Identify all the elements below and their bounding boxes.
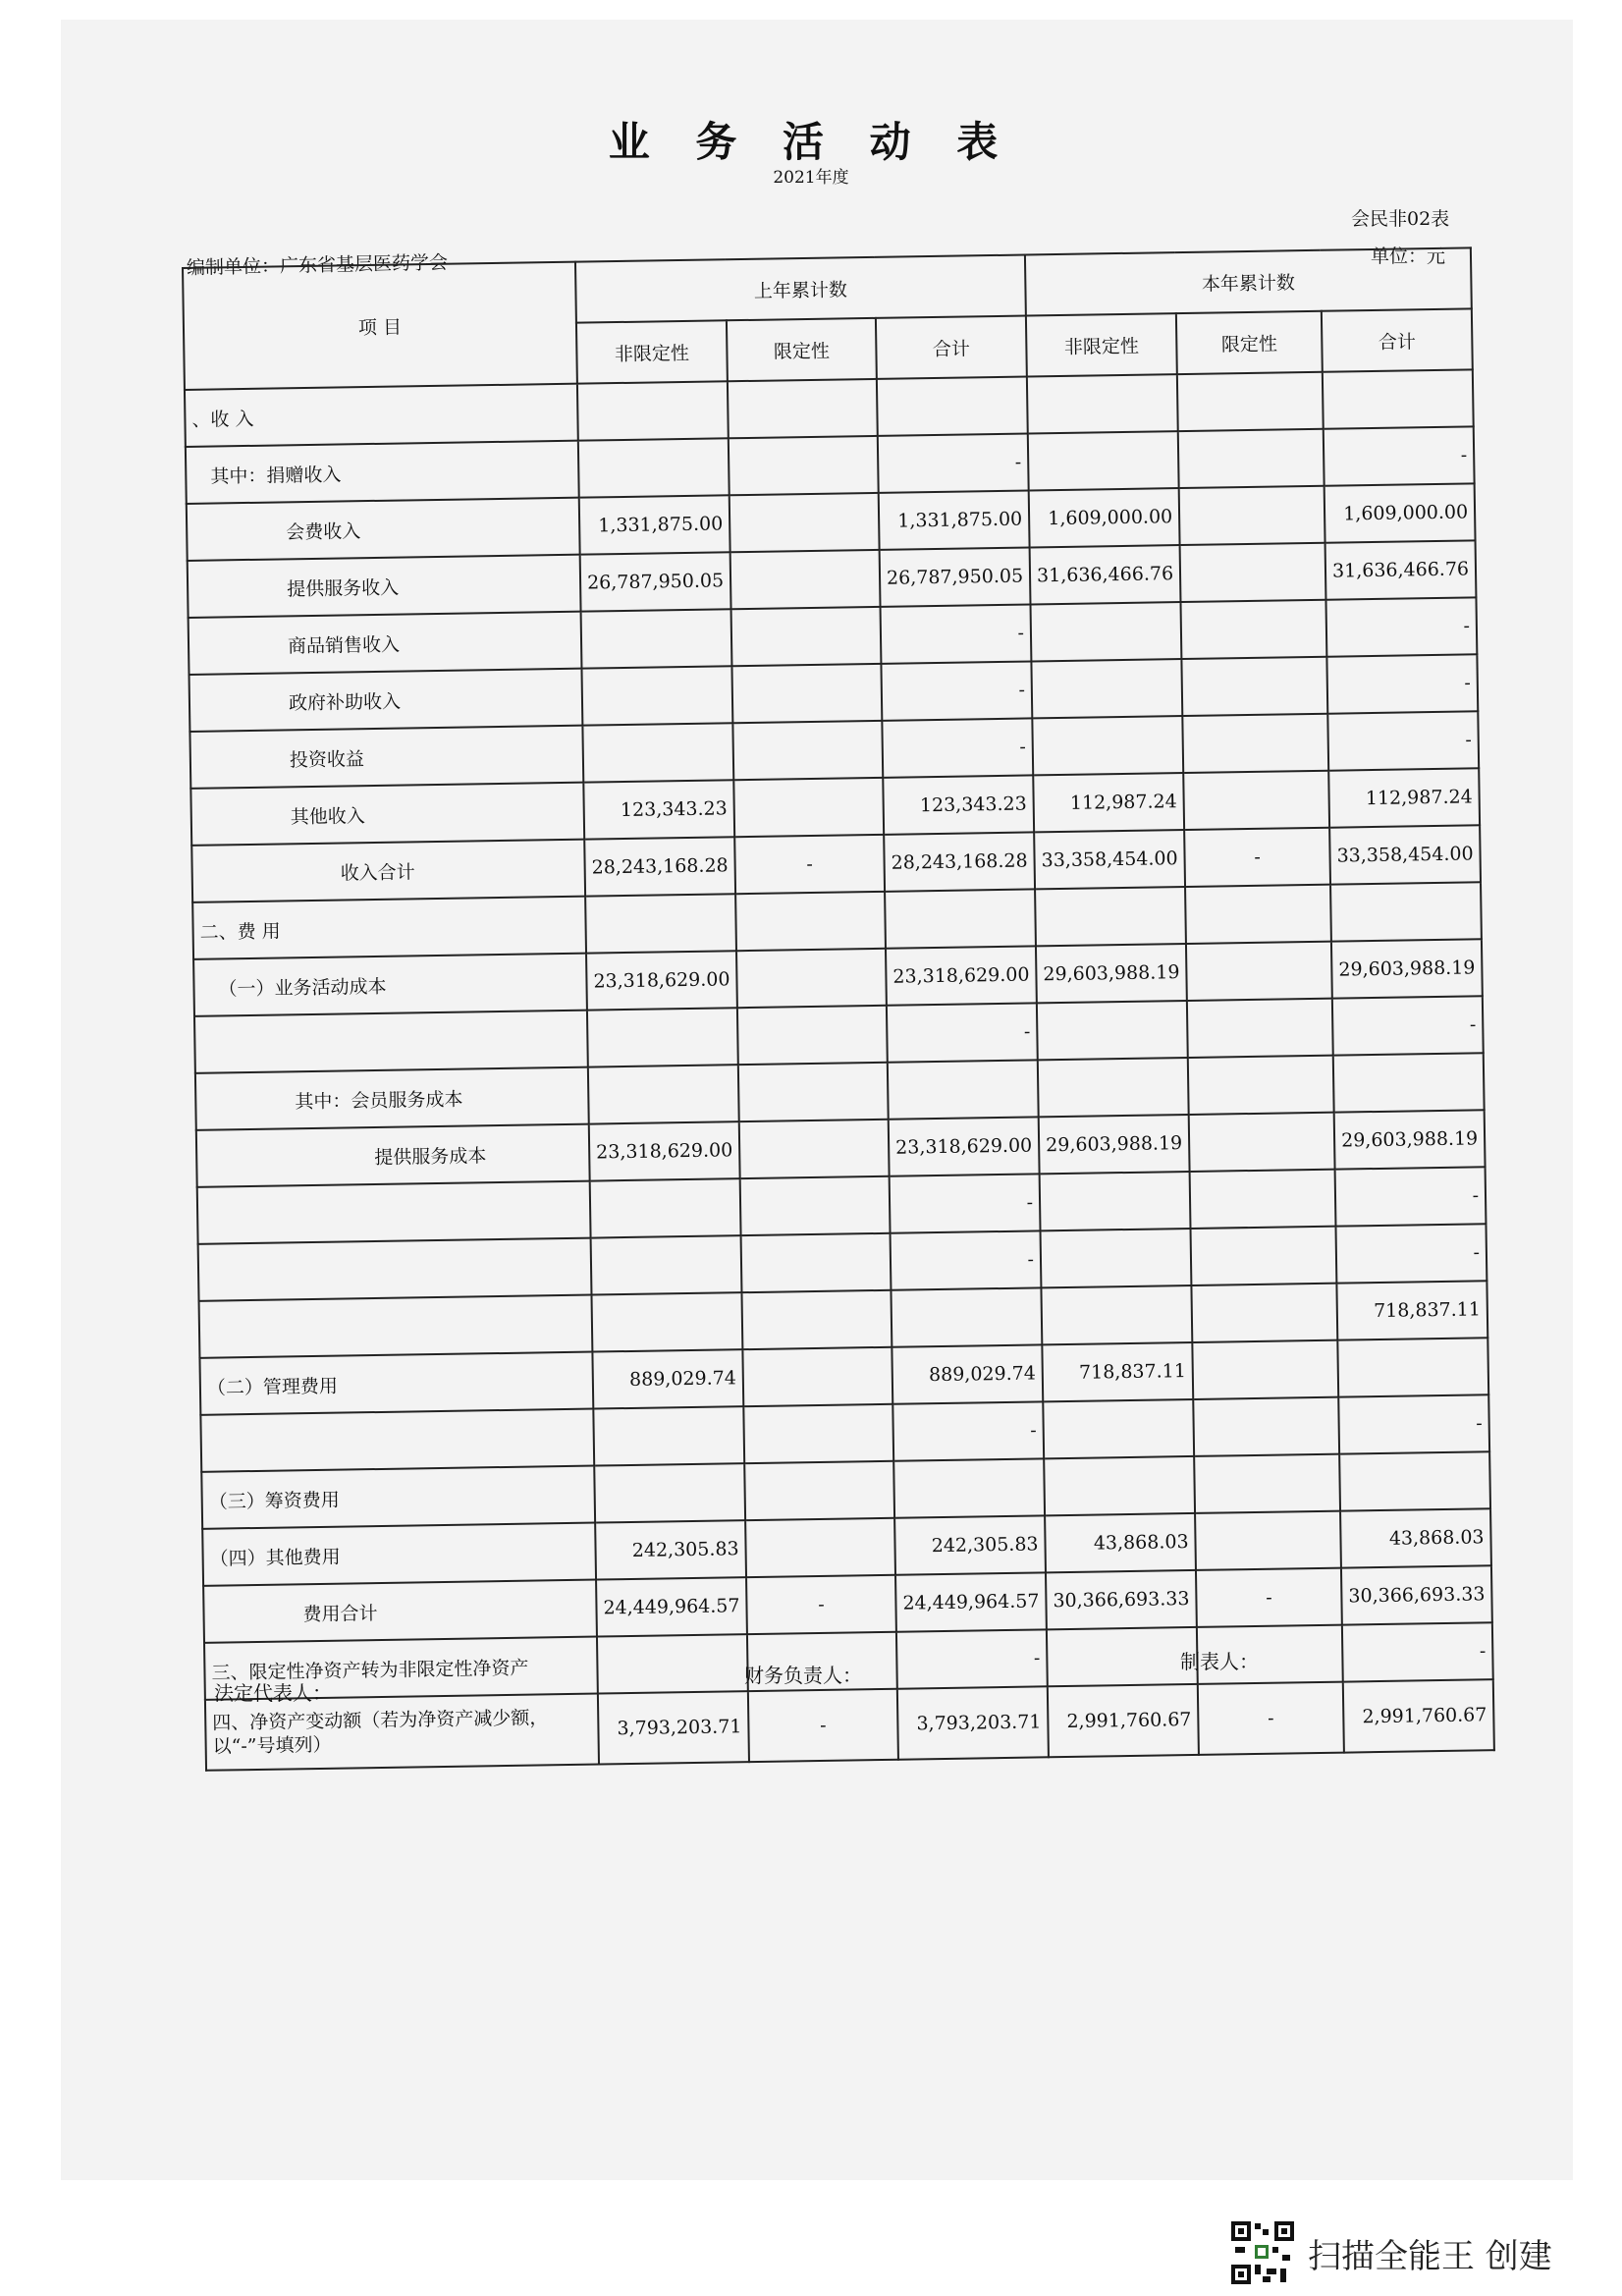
row-value [1041, 1285, 1192, 1344]
row-value [885, 889, 1036, 948]
row-value [587, 1008, 738, 1066]
row-value [591, 1292, 742, 1351]
row-value [742, 1347, 892, 1406]
row-value: 24,449,964.57 [596, 1577, 747, 1636]
row-value [741, 1233, 892, 1292]
row-value [744, 1461, 894, 1520]
row-value [1032, 716, 1183, 775]
row-value: - [1198, 1682, 1344, 1755]
row-value [582, 723, 733, 782]
row-value [1038, 1058, 1189, 1117]
row-value: - [881, 604, 1032, 663]
row-value [893, 1458, 1045, 1517]
row-value [736, 949, 887, 1008]
row-label: 二、费 用 [192, 897, 586, 959]
row-value: - [1324, 426, 1475, 485]
row-value [1179, 486, 1325, 545]
row-value: - [734, 835, 885, 894]
row-value: - [746, 1575, 896, 1634]
row-value [1028, 431, 1179, 490]
row-value: 23,318,629.00 [589, 1121, 740, 1180]
row-label: 、收 入 [185, 384, 578, 447]
row-value: 1,331,875.00 [879, 490, 1030, 549]
form-code: 会民非02表 [1351, 208, 1450, 230]
header-last-restricted: 限定性 [727, 318, 877, 381]
row-label: 其他收入 [190, 783, 584, 846]
row-value [745, 1518, 895, 1577]
header-last-year: 上年累计数 [575, 255, 1026, 323]
row-value [730, 493, 880, 552]
activity-table-wrapper [182, 246, 1495, 1771]
row-value: 2,991,760.67 [1343, 1679, 1494, 1752]
row-value: 1,609,000.00 [1325, 483, 1476, 542]
row-value: 123,343.23 [883, 775, 1034, 834]
row-value: - [1336, 1224, 1487, 1283]
row-value [732, 721, 883, 780]
row-value [730, 550, 881, 609]
row-value: 26,787,950.05 [580, 552, 731, 611]
row-label: 会费收入 [187, 498, 580, 561]
row-value [1180, 543, 1326, 602]
row-label: 三、限定性净资产转为非限定性净资产 [204, 1637, 598, 1700]
row-label [198, 1238, 592, 1301]
row-value [588, 1065, 739, 1123]
row-value [577, 381, 729, 440]
row-value [1337, 1338, 1488, 1396]
scanner-text: 扫描全能王 创建 [1308, 2236, 1552, 2276]
row-value: - [1326, 597, 1478, 656]
row-value [1194, 1454, 1340, 1513]
header-this-year: 本年累计数 [1025, 247, 1472, 315]
header-last-total: 合计 [876, 315, 1027, 378]
row-value: - [892, 1401, 1044, 1460]
row-value: 889,029.74 [892, 1344, 1043, 1403]
row-value [1183, 771, 1329, 830]
row-value: 718,837.11 [1336, 1281, 1487, 1339]
row-value: 1,331,875.00 [579, 495, 730, 554]
row-value: - [1327, 711, 1479, 770]
row-value [1191, 1227, 1337, 1285]
row-value [1181, 600, 1327, 659]
row-value [591, 1235, 742, 1294]
header-last-unrestricted: 非限定性 [576, 320, 728, 383]
row-value [1191, 1284, 1337, 1342]
row-value [581, 666, 732, 725]
row-value [729, 436, 879, 495]
report-year: 2021年度 [773, 168, 849, 188]
row-value [740, 1176, 891, 1235]
row-label: 政府补助收入 [189, 669, 583, 732]
row-value [1035, 887, 1186, 946]
row-value: 29,603,988.19 [1036, 944, 1187, 1003]
row-value [1188, 1056, 1334, 1115]
row-value: 43,868.03 [1045, 1513, 1196, 1572]
document-title: 业 务 活 动 表 [608, 118, 1014, 166]
row-value [735, 892, 886, 951]
row-value [1323, 369, 1474, 428]
row-value [578, 438, 730, 497]
row-value [1041, 1229, 1192, 1287]
row-value [594, 1463, 745, 1522]
row-value: 30,366,693.33 [1046, 1570, 1197, 1629]
row-value: - [1338, 1394, 1489, 1453]
row-value: - [891, 1230, 1042, 1289]
row-value: 123,343.23 [583, 780, 734, 839]
row-value: - [1332, 996, 1484, 1055]
row-value [597, 1634, 748, 1693]
row-value [1330, 882, 1482, 941]
row-value: 30,366,693.33 [1341, 1565, 1492, 1624]
row-value [1186, 942, 1332, 1001]
row-value: 29,603,988.19 [1331, 939, 1483, 998]
unit-label: 单位：元 [1371, 246, 1446, 267]
row-value [1339, 1451, 1490, 1510]
row-value: 3,793,203.71 [598, 1691, 749, 1764]
row-value [741, 1290, 892, 1349]
row-value: 112,987.24 [1328, 768, 1480, 827]
row-value: - [748, 1689, 898, 1762]
row-value: 33,358,454.00 [1034, 830, 1185, 889]
row-value: 31,636,466.76 [1030, 545, 1181, 604]
row-value: - [1196, 1568, 1342, 1627]
row-label: 其中：捐赠收入 [186, 441, 579, 504]
row-value [731, 607, 882, 666]
row-label: 四、净资产变动额（若为净资产减少额，以“-”号填列） [205, 1694, 599, 1771]
row-value: - [896, 1629, 1048, 1688]
row-label [199, 1295, 593, 1358]
row-label: （二）管理费用 [199, 1352, 593, 1415]
table-body [185, 369, 1494, 1770]
row-value: - [890, 1174, 1041, 1232]
row-value [1178, 429, 1325, 488]
row-value: 1,609,000.00 [1029, 488, 1180, 547]
row-value [1333, 1053, 1485, 1112]
finance-head-label: 财务负责人： [744, 1664, 862, 1687]
row-value [1185, 885, 1331, 944]
row-value: - [1326, 654, 1478, 713]
scanner-watermark [1229, 2217, 1552, 2288]
header-this-unrestricted: 非限定性 [1026, 313, 1177, 376]
row-label: （三）筹资费用 [201, 1466, 595, 1529]
row-value: 23,318,629.00 [586, 951, 737, 1010]
row-label: 提供服务收入 [188, 555, 581, 618]
row-value [1187, 999, 1333, 1058]
row-value [1044, 1456, 1195, 1515]
header-item: 项 目 [183, 262, 577, 390]
row-label [194, 1011, 588, 1073]
row-value [1043, 1399, 1194, 1458]
row-value [891, 1287, 1042, 1346]
row-value [593, 1406, 744, 1465]
header-this-total: 合计 [1322, 308, 1473, 371]
preparer-label: 制表人： [1180, 1650, 1259, 1673]
row-value [1189, 1113, 1335, 1172]
row-value [1031, 602, 1182, 661]
row-value: - [887, 1003, 1038, 1062]
row-value [738, 1063, 889, 1121]
row-value [1037, 1001, 1188, 1060]
row-value [1031, 659, 1182, 718]
row-value: 33,358,454.00 [1329, 825, 1481, 884]
row-value: 28,243,168.28 [884, 832, 1035, 891]
row-value: 26,787,950.05 [880, 547, 1031, 606]
row-value [1190, 1170, 1336, 1229]
row-label: 商品销售收入 [189, 612, 582, 675]
row-value: 29,603,988.19 [1334, 1110, 1486, 1169]
row-value: - [1184, 828, 1330, 887]
row-value: 28,243,168.28 [584, 837, 735, 896]
row-value [1193, 1397, 1339, 1456]
row-value [743, 1404, 893, 1463]
row-value: 23,318,629.00 [889, 1117, 1040, 1175]
row-value [1027, 374, 1178, 433]
row-value: - [878, 433, 1029, 492]
row-value: 43,868.03 [1340, 1508, 1491, 1567]
row-value [733, 778, 884, 837]
row-value [1192, 1340, 1338, 1399]
row-value [739, 1120, 890, 1178]
row-label: （四）其他费用 [202, 1523, 596, 1586]
row-value: - [882, 718, 1033, 777]
row-value: 718,837.11 [1042, 1342, 1193, 1401]
row-value [888, 1060, 1039, 1119]
row-value [737, 1006, 888, 1065]
legal-representative-label: 法定代表人： [214, 1681, 332, 1705]
row-value [1181, 657, 1327, 716]
row-value: 112,987.24 [1033, 773, 1184, 832]
row-value: 3,793,203.71 [897, 1686, 1049, 1759]
row-value [728, 379, 878, 438]
organization-name: 编制单位：广东省基层医药学会 [186, 251, 449, 279]
row-label: 收入合计 [191, 840, 585, 902]
row-value [1040, 1172, 1191, 1230]
row-label [200, 1409, 594, 1472]
row-value [581, 609, 732, 668]
row-value [1177, 372, 1324, 431]
row-value: 31,636,466.76 [1325, 540, 1477, 599]
row-value: 242,305.83 [595, 1520, 746, 1579]
header-this-restricted: 限定性 [1176, 311, 1323, 374]
row-value: 2,991,760.67 [1048, 1684, 1199, 1757]
row-value [877, 376, 1028, 435]
row-value [590, 1178, 741, 1237]
row-value: - [1342, 1622, 1493, 1681]
row-label [197, 1181, 591, 1244]
row-value [1195, 1511, 1341, 1570]
row-value: 24,449,964.57 [895, 1572, 1047, 1631]
row-value: 889,029.74 [592, 1349, 743, 1408]
row-value [731, 664, 882, 723]
row-value: 242,305.83 [894, 1515, 1046, 1574]
qr-code-icon [1229, 2219, 1296, 2286]
activity-table [182, 246, 1495, 1771]
row-value: - [881, 661, 1032, 720]
row-label: 其中：会员服务成本 [195, 1067, 589, 1130]
row-value [585, 894, 736, 953]
row-label: 提供服务成本 [196, 1124, 590, 1187]
row-label: （一）业务活动成本 [193, 954, 587, 1016]
row-label: 投资收益 [189, 726, 583, 789]
row-value: 23,318,629.00 [886, 946, 1037, 1005]
row-value [1182, 714, 1328, 773]
row-value [1047, 1627, 1198, 1686]
row-label: 费用合计 [203, 1580, 597, 1643]
row-value: 29,603,988.19 [1039, 1115, 1190, 1174]
row-value: - [1335, 1167, 1487, 1226]
